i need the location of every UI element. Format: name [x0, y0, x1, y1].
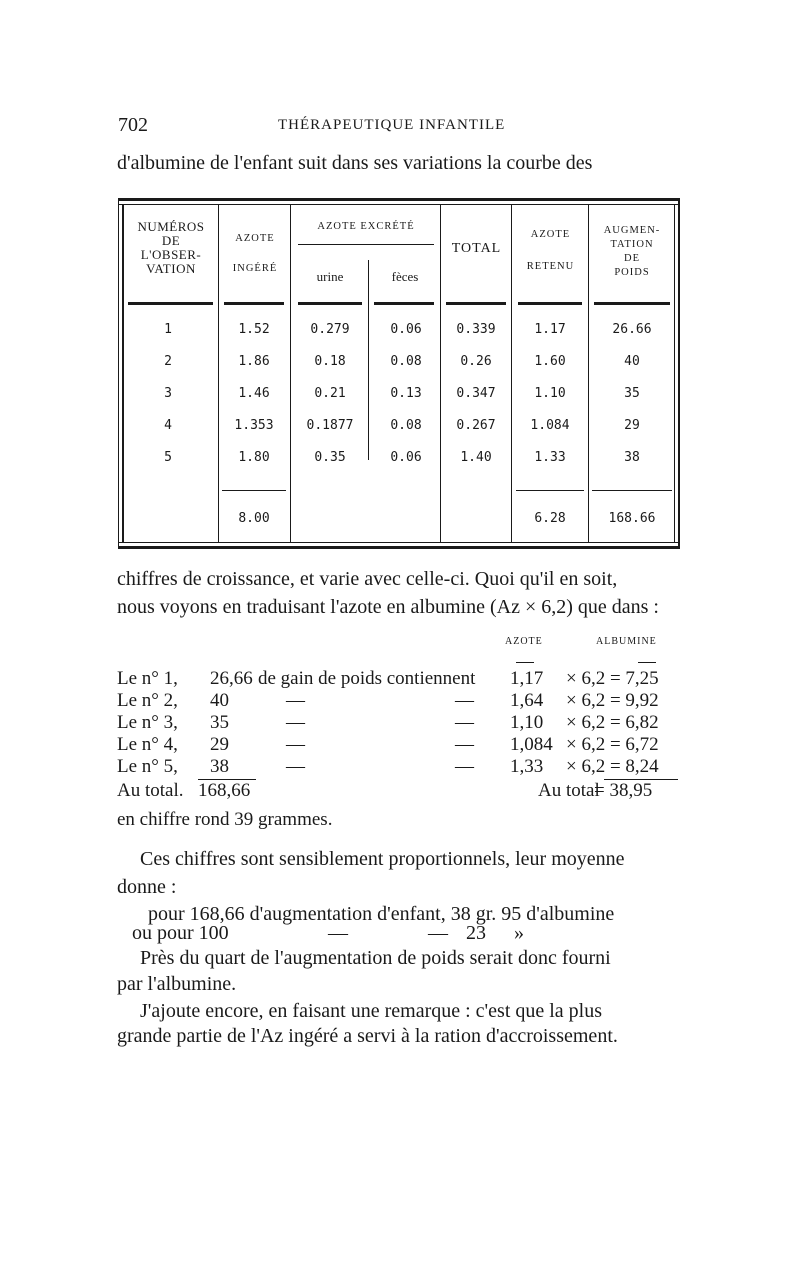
- table-cell-ingere: 1.46: [238, 386, 270, 401]
- para2-value: 23: [466, 922, 486, 944]
- table-cell-poids: 35: [624, 386, 640, 401]
- calc-row-azote: 1,084: [510, 734, 553, 755]
- table-cell-retenu: 1.10: [534, 386, 566, 401]
- calc-row-label: Le n° 4,: [117, 734, 178, 755]
- table-cell-ingere: 1.52: [238, 322, 270, 337]
- calc-row-azote: 1,17: [510, 668, 544, 689]
- para2-line6: par l'albumine.: [117, 973, 237, 995]
- para2-dash1: —: [328, 922, 348, 944]
- table-cell-retenu: 1.33: [534, 450, 566, 465]
- total-label: Au total.: [117, 780, 184, 801]
- header-total: TOTAL: [451, 241, 502, 256]
- table-cell-feces: 0.08: [390, 418, 422, 433]
- table-cell-retenu: 1.084: [530, 418, 570, 433]
- calc-row-dash: —: [286, 712, 305, 733]
- table-cell-total: 0.26: [460, 354, 492, 369]
- calc-row-gain: 35: [210, 712, 229, 733]
- table-cell-num: 1: [164, 322, 172, 337]
- calc-row-label: Le n° 2,: [117, 690, 178, 711]
- total-right-value: = 38,95: [594, 780, 653, 801]
- calc-row-dash: —: [286, 690, 305, 711]
- intro-line: d'albumine de l'enfant suit dans ses variations la courbe des: [117, 152, 593, 174]
- table-cell-total: 0.347: [456, 386, 496, 401]
- table-cell-total: 0.339: [456, 322, 496, 337]
- calc-row-gain: 38: [210, 756, 229, 777]
- calc-row-dash2: —: [455, 756, 474, 777]
- header-numeros-3: L'OBSER-: [140, 247, 202, 262]
- header-azote-retenu-1: AZOTE: [530, 229, 571, 240]
- header-numeros-4: VATION: [146, 261, 196, 276]
- table-cell-ingere: 1.353: [234, 418, 274, 433]
- table-cell-urine: 0.279: [310, 322, 350, 337]
- table-cell-feces: 0.06: [390, 322, 422, 337]
- table-cell-ingere: 1.80: [238, 450, 270, 465]
- para2-line2: donne :: [117, 876, 177, 898]
- header-feces: fèces: [391, 269, 419, 284]
- para1-line1: chiffres de croissance, et varie avec celle-ci. Quoi qu'il en soit,: [117, 568, 618, 590]
- para2-dash2: —: [428, 922, 448, 944]
- para1-line2: nous voyons en traduisant l'azote en albumine (Az × 6,2) que dans :: [117, 596, 659, 618]
- table-cell-num: 5: [164, 450, 172, 465]
- header-augmentation-1: AUGMEN-: [603, 225, 661, 236]
- table-cell-urine: 0.18: [314, 354, 346, 369]
- table-cell-total: 1.40: [460, 450, 492, 465]
- table-cell-poids: 38: [624, 450, 640, 465]
- calc-row-dash2: —: [455, 712, 474, 733]
- calc-row-albumine: × 6,2 = 9,92: [566, 690, 659, 711]
- header-azote-ingere-1: AZOTE: [235, 233, 275, 244]
- table-cell-poids: 29: [624, 418, 640, 433]
- calc-row-dash: —: [286, 734, 305, 755]
- para2-line1: Ces chiffres sont sensiblement proportionnels, leur moyenne: [140, 848, 625, 870]
- header-azote-ingere-2: INGÉRÉ: [232, 263, 278, 274]
- header-augmentation-4: POIDS: [614, 267, 650, 278]
- table-cell-ingere: 1.86: [238, 354, 270, 369]
- table-cell-total: 0.267: [456, 418, 496, 433]
- round-line: en chiffre rond 39 grammes.: [117, 809, 333, 830]
- data-table: [118, 198, 680, 550]
- header-numeros-1: NUMÉROS: [137, 219, 205, 234]
- calc-row-dash: —: [286, 756, 305, 777]
- table-cell-urine: 0.35: [314, 450, 346, 465]
- calc-header-albumine: ALBUMINE: [596, 636, 657, 647]
- calc-row-label: Le n° 1,: [117, 668, 178, 689]
- calc-row-label: Le n° 3,: [117, 712, 178, 733]
- calc-row-text: de gain de poids contiennent: [258, 668, 476, 689]
- calc-row-gain: 29: [210, 734, 229, 755]
- table-cell-feces: 0.08: [390, 354, 422, 369]
- table-cell-feces: 0.13: [390, 386, 422, 401]
- calc-row-albumine: × 6,2 = 6,82: [566, 712, 659, 733]
- table-cell-poids: 40: [624, 354, 640, 369]
- calc-row-azote: 1,64: [510, 690, 544, 711]
- total-poids: 168.66: [608, 511, 656, 526]
- para2-line5: Près du quart de l'augmentation de poids serait donc fourni: [140, 947, 611, 969]
- table-cell-poids: 26.66: [612, 322, 652, 337]
- table-cell-feces: 0.06: [390, 450, 422, 465]
- calc-row-dash2: —: [455, 690, 474, 711]
- header-azote-retenu-2: RETENU: [526, 261, 575, 272]
- table-cell-retenu: 1.60: [534, 354, 566, 369]
- header-azote-excrete: AZOTE EXCRÉTÉ: [317, 221, 415, 232]
- table-cell-num: 3: [164, 386, 172, 401]
- calc-row-gain: 40: [210, 690, 229, 711]
- para2-line8: grande partie de l'Az ingéré a servi à la ration d'accroissement.: [117, 1025, 618, 1047]
- para2-ditto: »: [514, 922, 524, 944]
- calc-row-azote: 1,10: [510, 712, 544, 733]
- table-cell-num: 4: [164, 418, 172, 433]
- calc-row-dash2: —: [455, 734, 474, 755]
- total-retenu: 6.28: [534, 511, 566, 526]
- calc-row-label: Le n° 5,: [117, 756, 178, 777]
- header-urine: urine: [316, 269, 344, 284]
- page-number: 702: [118, 114, 148, 136]
- header-augmentation-2: TATION: [610, 239, 654, 250]
- table-cell-urine: 0.21: [314, 386, 346, 401]
- calc-row-azote: 1,33: [510, 756, 544, 777]
- para2-line7: J'ajoute encore, en faisant une remarque : c'est que la plus: [140, 1000, 603, 1022]
- running-title: THÉRAPEUTIQUE INFANTILE: [278, 117, 506, 133]
- calc-row-albumine: × 6,2 = 7,25: [566, 668, 659, 689]
- total-right-label: Au total: [538, 780, 600, 801]
- header-numeros-2: DE: [161, 233, 181, 248]
- table-cell-urine: 0.1877: [306, 418, 354, 433]
- calc-row-albumine: × 6,2 = 6,72: [566, 734, 659, 755]
- header-augmentation-3: DE: [624, 253, 640, 264]
- total-ingere: 8.00: [238, 511, 270, 526]
- calc-header-azote: AZOTE: [505, 636, 543, 647]
- para2-line3: pour 168,66 d'augmentation d'enfant, 38 gr. 95 d'albumine: [148, 903, 615, 925]
- table-cell-num: 2: [164, 354, 172, 369]
- para2-line4: ou pour 100: [132, 922, 229, 944]
- calc-row-gain: 26,66: [210, 668, 253, 689]
- table-cell-retenu: 1.17: [534, 322, 566, 337]
- calc-row-albumine: × 6,2 = 8,24: [566, 756, 659, 777]
- total-value: 168,66: [198, 780, 251, 801]
